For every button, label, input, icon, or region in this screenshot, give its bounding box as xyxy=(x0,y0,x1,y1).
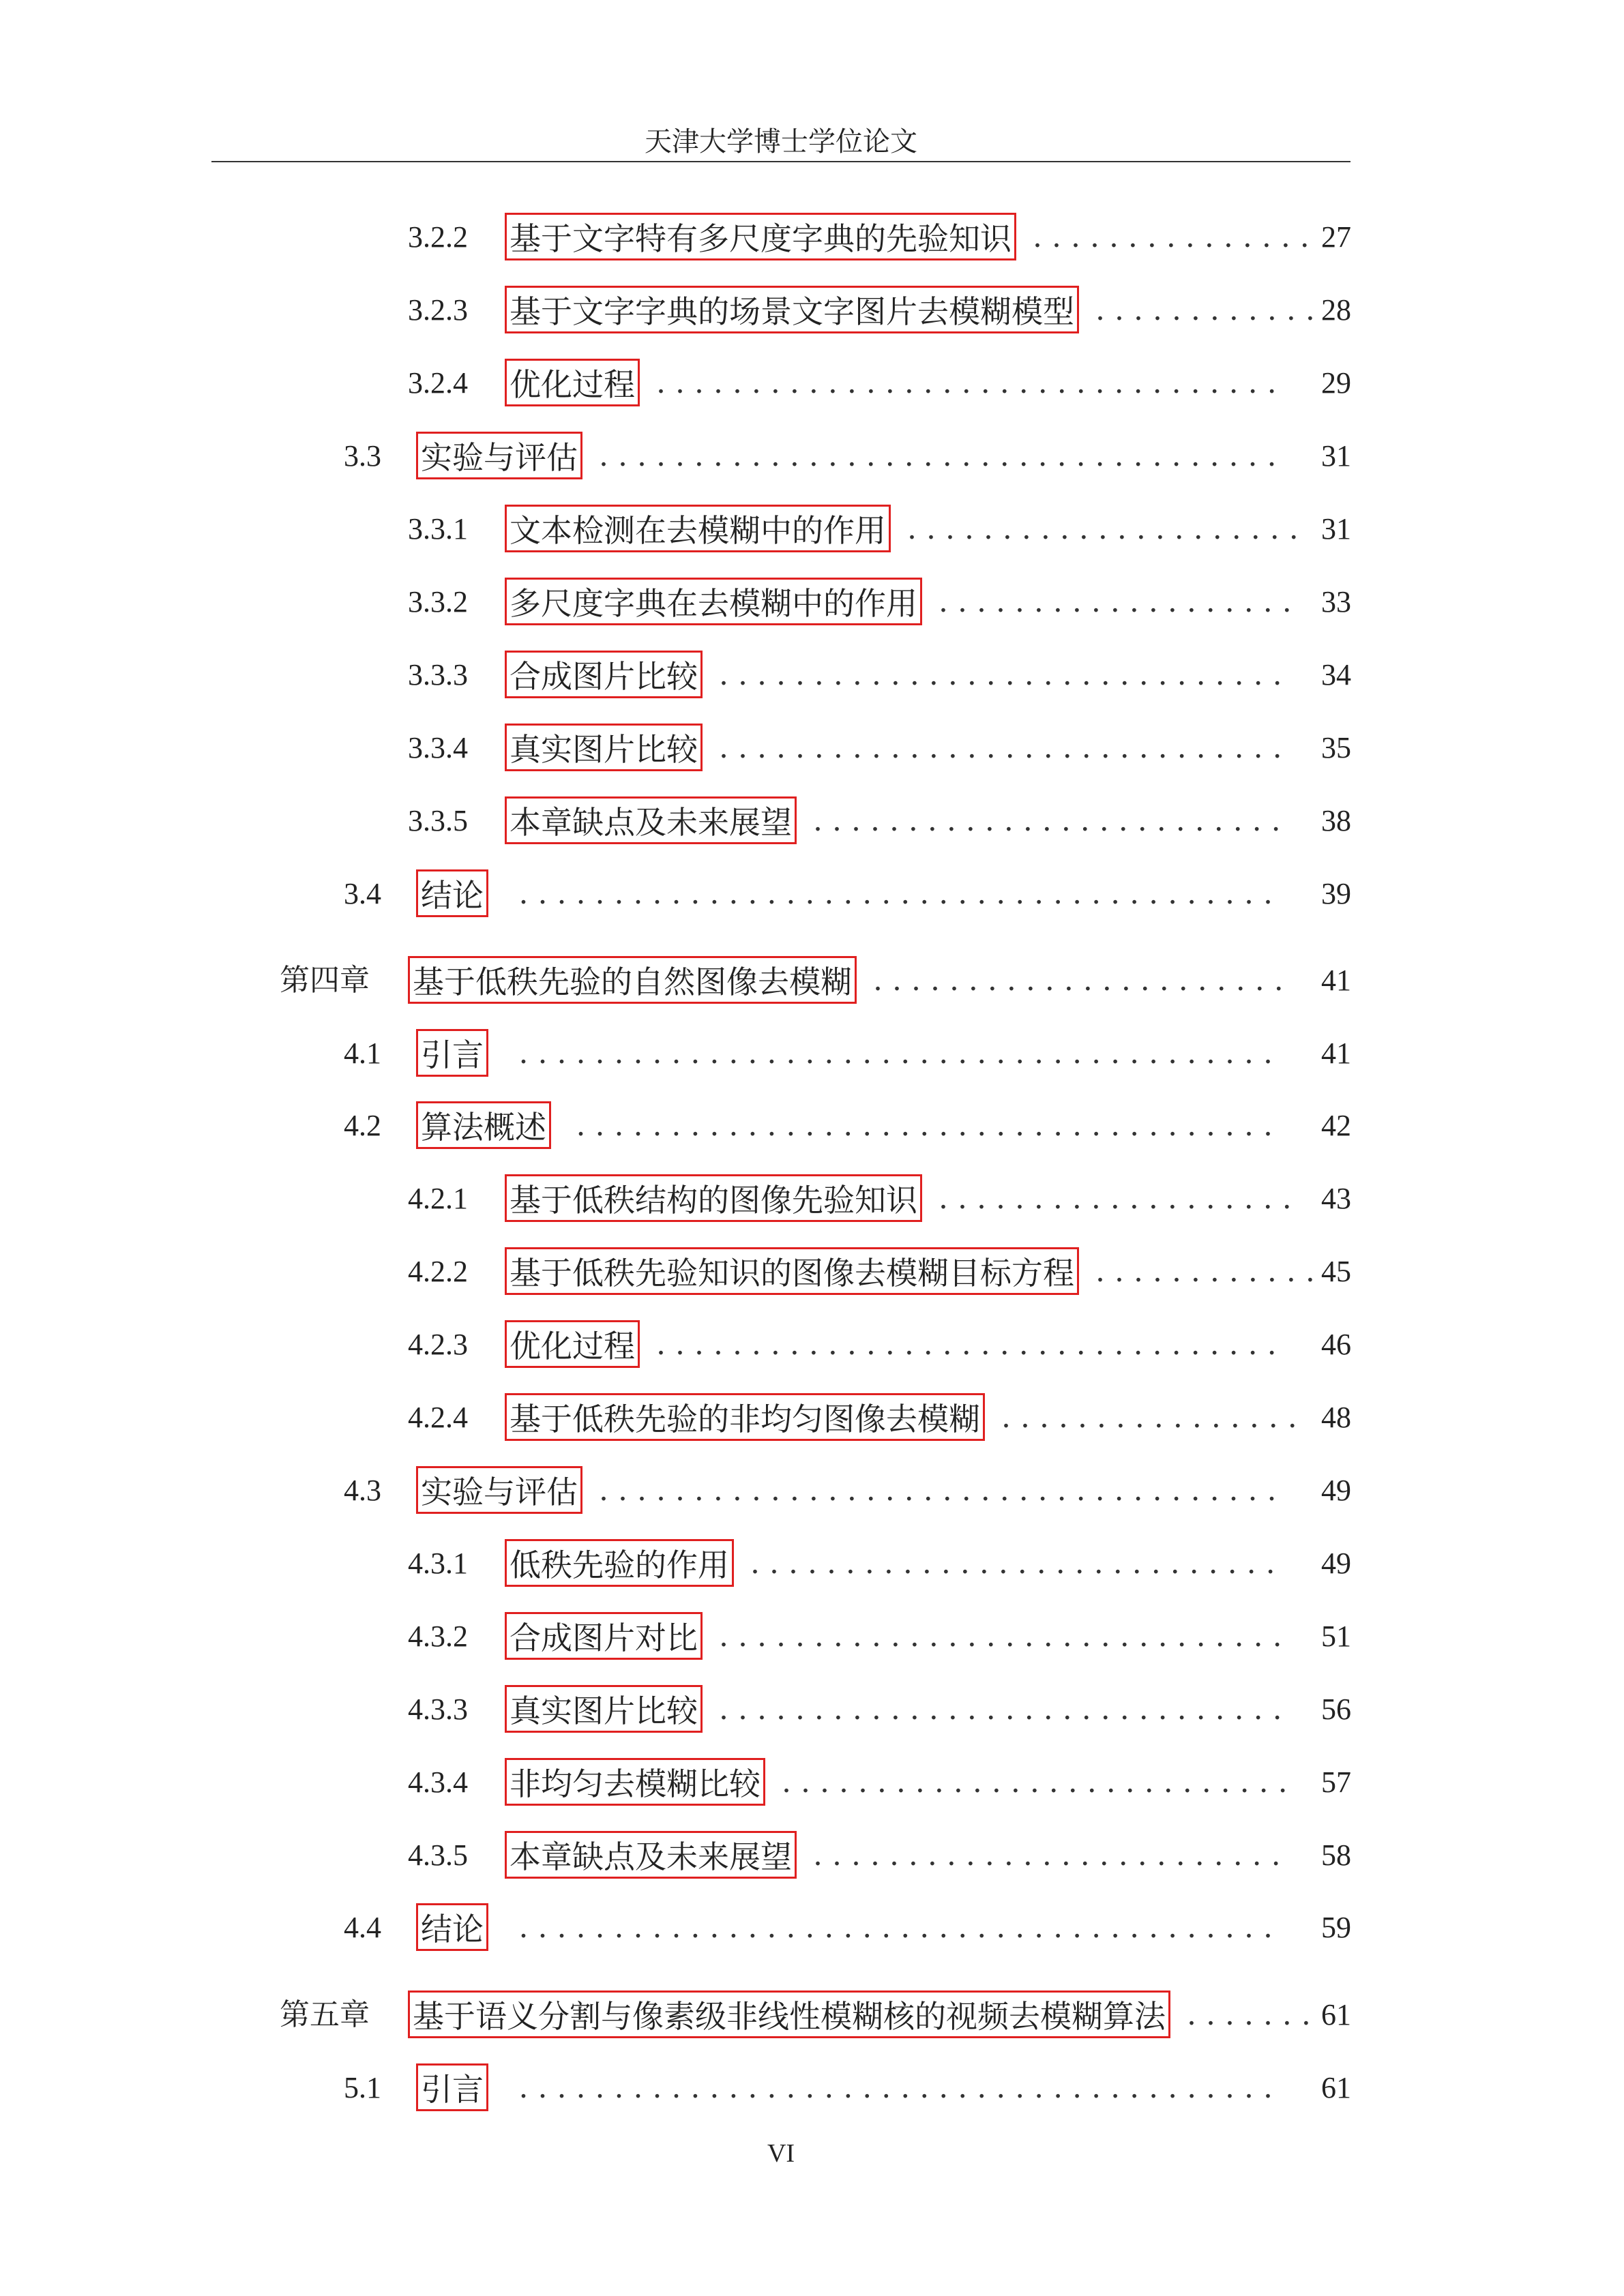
toc-entry-number: 3.3.1 xyxy=(408,512,468,546)
toc-entry-page: 61 xyxy=(1321,1998,1351,2031)
toc-entry-page: 41 xyxy=(1321,1037,1351,1070)
toc-entry-number: 3.2.2 xyxy=(408,220,468,254)
toc-entry-page: 28 xyxy=(1321,293,1351,327)
toc-entry-title[interactable]: 基于低秩先验知识的图像去模糊目标方程 xyxy=(505,1247,1079,1295)
toc-dot-leader: ........................................ xyxy=(518,2070,1282,2105)
toc-dot-leader: ..................................... xyxy=(576,1108,1282,1143)
toc-entry-page: 57 xyxy=(1321,1765,1351,1799)
toc-dot-leader: ................................. xyxy=(656,366,1286,400)
toc-entry[interactable] xyxy=(0,351,1624,416)
toc-entry[interactable] xyxy=(0,2055,1624,2121)
toc-entry-number: 4.3.3 xyxy=(408,1693,468,1726)
toc-entry[interactable] xyxy=(0,1677,1624,1742)
toc-dot-leader: ..................... xyxy=(907,511,1308,546)
toc-dot-leader: ............ xyxy=(1095,293,1325,327)
toc-entry-number: 4.1 xyxy=(344,1037,381,1070)
toc-dot-leader: ...................... xyxy=(873,963,1293,998)
toc-dot-leader: ............ xyxy=(1095,1254,1325,1289)
toc-entry-number: 第五章 xyxy=(280,1998,370,2031)
toc-entry[interactable] xyxy=(0,1385,1624,1450)
toc-entry-title[interactable]: 本章缺点及未来展望 xyxy=(505,796,797,844)
toc-entry-title[interactable]: 引言 xyxy=(416,1029,488,1077)
toc-dot-leader: ................................. xyxy=(656,1327,1286,1362)
toc-entry-title[interactable]: 基于低秩先验的自然图像去模糊 xyxy=(408,956,857,1004)
toc-entry-number: 3.3.4 xyxy=(408,731,468,764)
toc-entry-page: 61 xyxy=(1321,2071,1351,2104)
toc-dot-leader: ........................................ xyxy=(518,876,1282,911)
toc-entry[interactable] xyxy=(0,1239,1624,1304)
toc-dot-leader: .............................. xyxy=(719,1619,1292,1654)
toc-entry-page: 29 xyxy=(1321,366,1351,400)
toc-entry-title[interactable]: 基于语义分割与像素级非线性模糊核的视频去模糊算法 xyxy=(408,1991,1170,2038)
toc-dot-leader: ......................... xyxy=(813,803,1290,838)
toc-entry-number: 3.2.4 xyxy=(408,366,468,400)
toc-entry[interactable] xyxy=(0,569,1624,635)
toc-dot-leader: ............................ xyxy=(750,1546,1285,1581)
toc-entry-page: 46 xyxy=(1321,1328,1351,1361)
toc-entry-number: 4.3.1 xyxy=(408,1547,468,1580)
toc-entry-number: 3.3.3 xyxy=(408,658,468,691)
toc-entry-title[interactable]: 真实图片比较 xyxy=(505,724,703,771)
toc-entry[interactable] xyxy=(0,1021,1624,1086)
toc-entry[interactable] xyxy=(0,1895,1624,1960)
toc-entry-title[interactable]: 基于文字特有多尺度字典的先验知识 xyxy=(505,213,1016,260)
toc-dot-leader: ....... xyxy=(1187,1997,1320,2032)
toc-entry-page: 34 xyxy=(1321,658,1351,691)
toc-entry[interactable] xyxy=(0,1604,1624,1669)
toc-entry-title[interactable]: 非均匀去模糊比较 xyxy=(505,1758,765,1806)
toc-dot-leader: ........................................ xyxy=(518,1036,1282,1071)
toc-entry[interactable] xyxy=(0,948,1624,1013)
toc-entry-title[interactable]: 多尺度字典在去模糊中的作用 xyxy=(505,578,922,625)
toc-entry-title[interactable]: 文本检测在去模糊中的作用 xyxy=(505,505,891,552)
toc-entry-number: 4.2.4 xyxy=(408,1401,468,1434)
toc-entry-title[interactable]: 优化过程 xyxy=(505,359,640,406)
page-number-footer: VI xyxy=(767,2139,795,2168)
toc-entry-number: 4.3.5 xyxy=(408,1838,468,1872)
toc-entry-title[interactable]: 低秩先验的作用 xyxy=(505,1539,734,1587)
toc-entry-number: 3.2.3 xyxy=(408,293,468,327)
toc-entry[interactable] xyxy=(0,1166,1624,1232)
toc-entry-number: 5.1 xyxy=(344,2071,381,2104)
toc-entry-number: 第四章 xyxy=(280,964,370,997)
toc-dot-leader: .............................. xyxy=(719,1692,1292,1727)
toc-entry-number: 4.4 xyxy=(344,1911,381,1944)
toc-dot-leader: ................ xyxy=(1001,1400,1307,1435)
toc-dot-leader: ................... xyxy=(939,1181,1301,1216)
toc-entry-page: 48 xyxy=(1321,1401,1351,1434)
toc-entry[interactable] xyxy=(0,205,1624,270)
toc-entry-page: 39 xyxy=(1321,877,1351,910)
toc-entry[interactable] xyxy=(0,1823,1624,1888)
toc-entry-title[interactable]: 合成图片对比 xyxy=(505,1612,703,1660)
toc-entry-number: 3.4 xyxy=(344,877,381,910)
toc-entry[interactable] xyxy=(0,1982,1624,2048)
toc-entry-page: 59 xyxy=(1321,1911,1351,1944)
toc-dot-leader: .............................. xyxy=(719,657,1292,692)
toc-dot-leader: .................................... xyxy=(599,438,1286,473)
toc-entry[interactable] xyxy=(0,1750,1624,1815)
running-header: 天津大学博士学位论文 xyxy=(645,126,917,158)
toc-entry-number: 4.3.2 xyxy=(408,1620,468,1653)
toc-entry-page: 38 xyxy=(1321,804,1351,837)
toc-entry-page: 41 xyxy=(1321,964,1351,997)
toc-entry-title[interactable]: 实验与评估 xyxy=(416,1466,582,1514)
toc-entry-number: 4.2.3 xyxy=(408,1328,468,1361)
toc-entry-title[interactable]: 真实图片比较 xyxy=(505,1685,703,1733)
toc-entry-title[interactable]: 合成图片比较 xyxy=(505,651,703,698)
toc-dot-leader: ................... xyxy=(939,584,1301,619)
toc-entry-title[interactable]: 优化过程 xyxy=(505,1320,640,1368)
toc-entry-title[interactable]: 算法概述 xyxy=(416,1101,551,1149)
toc-entry-page: 31 xyxy=(1321,512,1351,546)
toc-entry-title[interactable]: 结论 xyxy=(416,869,488,917)
toc-entry[interactable] xyxy=(0,1312,1624,1377)
toc-entry-number: 4.3 xyxy=(344,1474,381,1507)
toc-entry[interactable] xyxy=(0,278,1624,343)
toc-entry-title[interactable]: 基于低秩先验的非均匀图像去模糊 xyxy=(505,1393,985,1441)
toc-entry-page: 49 xyxy=(1321,1547,1351,1580)
toc-entry-number: 4.2 xyxy=(344,1109,381,1142)
toc-entry[interactable] xyxy=(0,715,1624,781)
toc-entry-title[interactable]: 实验与评估 xyxy=(416,432,582,479)
toc-entry[interactable] xyxy=(0,788,1624,854)
toc-entry-page: 42 xyxy=(1321,1109,1351,1142)
toc-entry-number: 3.3.5 xyxy=(408,804,468,837)
toc-entry-number: 4.2.1 xyxy=(408,1182,468,1215)
toc-entry-page: 31 xyxy=(1321,439,1351,473)
toc-entry[interactable] xyxy=(0,1458,1624,1523)
toc-entry[interactable] xyxy=(0,861,1624,927)
toc-entry-number: 3.3 xyxy=(344,439,381,473)
toc-entry-page: 33 xyxy=(1321,585,1351,618)
toc-entry-title[interactable]: 基于文字字典的场景文字图片去模糊模型 xyxy=(505,286,1079,333)
toc-entry-page: 51 xyxy=(1321,1620,1351,1653)
toc-dot-leader: ........................................ xyxy=(518,1910,1282,1945)
toc-entry-number: 4.2.2 xyxy=(408,1255,468,1288)
toc-entry-page: 27 xyxy=(1321,220,1351,254)
toc-entry-title[interactable]: 本章缺点及未来展望 xyxy=(505,1831,797,1879)
toc-entry[interactable] xyxy=(0,642,1624,708)
toc-entry-page: 58 xyxy=(1321,1838,1351,1872)
toc-entry-page: 56 xyxy=(1321,1693,1351,1726)
toc-dot-leader: .............................. xyxy=(719,730,1292,765)
toc-dot-leader: ........................... xyxy=(782,1765,1297,1800)
toc-entry[interactable] xyxy=(0,423,1624,489)
toc-entry-page: 49 xyxy=(1321,1474,1351,1507)
toc-dot-leader: ......................... xyxy=(813,1838,1290,1873)
toc-entry[interactable] xyxy=(0,496,1624,562)
toc-entry-number: 4.3.4 xyxy=(408,1765,468,1799)
toc-entry-page: 45 xyxy=(1321,1255,1351,1288)
toc-dot-leader: ............... xyxy=(1033,220,1319,254)
toc-entry-title[interactable]: 引言 xyxy=(416,2063,488,2111)
toc-entry[interactable] xyxy=(0,1531,1624,1596)
toc-entry[interactable] xyxy=(0,1093,1624,1159)
toc-entry-page: 43 xyxy=(1321,1182,1351,1215)
toc-entry-number: 3.3.2 xyxy=(408,585,468,618)
toc-dot-leader: .................................... xyxy=(599,1473,1286,1508)
toc-entry-page: 35 xyxy=(1321,731,1351,764)
toc-entry-title[interactable]: 结论 xyxy=(416,1903,488,1951)
toc-entry-title[interactable]: 基于低秩结构的图像先验知识 xyxy=(505,1174,922,1222)
